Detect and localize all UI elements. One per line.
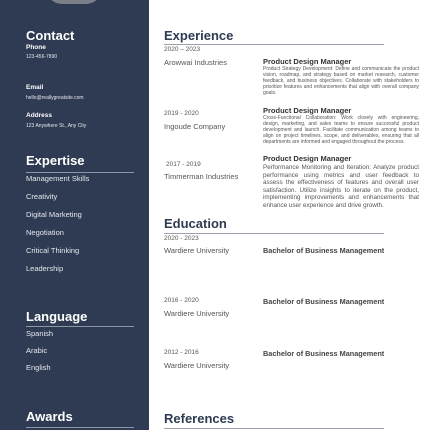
job-description: Cross-Functional Collaboration: Work closely with engineering, design, marketing, and sales teams to ensure successful product development and launch. Facilitate communication among teams to align on project timelines, scope, and deliverables, ensuring that all departments are informed and engaged throughout the process. — [263, 115, 419, 145]
email-value: hello@reallygreatsite.com — [26, 95, 84, 101]
education-degree: Bachelor of Business Management — [263, 246, 385, 255]
job-dates: 2020 – 2023 — [164, 46, 201, 53]
language-divider — [26, 326, 134, 327]
experience-divider — [164, 44, 384, 45]
expertise-item: Creativity — [26, 192, 58, 201]
awards-divider — [26, 427, 134, 428]
language-item: Spanish — [26, 329, 54, 338]
education-school: Wardiere University — [164, 361, 230, 370]
education-school: Wardiere University — [164, 309, 230, 318]
language-item: Arabic — [26, 346, 48, 355]
education-school: Wardiere University — [164, 246, 230, 255]
education-degree: Bachelor of Business Management — [263, 349, 385, 358]
contact-heading: Contact — [26, 28, 75, 43]
expertise-heading: Expertise — [26, 153, 85, 168]
expertise-divider — [26, 172, 134, 173]
references-divider — [164, 428, 384, 429]
education-heading: Education — [164, 216, 227, 231]
job-dates: 2019 - 2020 — [164, 110, 199, 117]
job-description: Performance Monitoring and Iteration: Analyze product performance using metrics and user feedback to assess the effectiveness of features and overall user satisfaction. Utilize insights to iterate on the product, implementing improvements and enhancements that enhance user experience and drive growth. — [263, 164, 419, 209]
expertise-item: Digital Marketing — [26, 210, 82, 219]
experience-heading: Experience — [164, 28, 234, 43]
education-dates: 2012 - 2016 — [164, 349, 199, 356]
expertise-item: Negotiation — [26, 228, 64, 237]
job-title: Product Design Manager — [263, 106, 352, 115]
language-item: English — [26, 363, 51, 372]
job-description: Product Strategy Development: Define and communicate the product vision, roadmap, and strategy based on market research, customer feedback, and business objectives. Collaborate with stakeholders to prioritize features and enhancements that align with overall company goals. — [263, 66, 419, 96]
expertise-item: Critical Thinking — [26, 246, 80, 255]
email-label: Email — [26, 84, 44, 91]
address-value: 123 Anywhere St., Any City — [26, 123, 87, 129]
expertise-item: Management Skills — [26, 174, 90, 183]
education-divider — [164, 233, 384, 234]
education-dates: 2020 - 2023 — [164, 235, 199, 242]
awards-heading: Awards — [26, 409, 73, 424]
phone-value: 123-456-7890 — [26, 54, 58, 60]
job-title: Product Design Manager — [263, 154, 352, 163]
job-company: Arowwai Industries — [164, 58, 227, 67]
sidebar — [0, 0, 149, 430]
job-company: Ingoude Company — [164, 122, 226, 131]
expertise-item: Leadership — [26, 264, 64, 273]
phone-label: Phone — [26, 44, 46, 51]
job-title: Product Design Manager — [263, 57, 352, 66]
education-dates: 2016 - 2020 — [164, 297, 199, 304]
references-heading: References — [164, 411, 235, 426]
job-company: Timmerman Industries — [164, 172, 239, 181]
education-degree: Bachelor of Business Management — [263, 297, 385, 306]
language-heading: Language — [26, 309, 88, 324]
address-label: Address — [26, 112, 53, 119]
job-dates: 2017 - 2019 — [166, 161, 201, 168]
profile-photo — [46, 0, 102, 4]
